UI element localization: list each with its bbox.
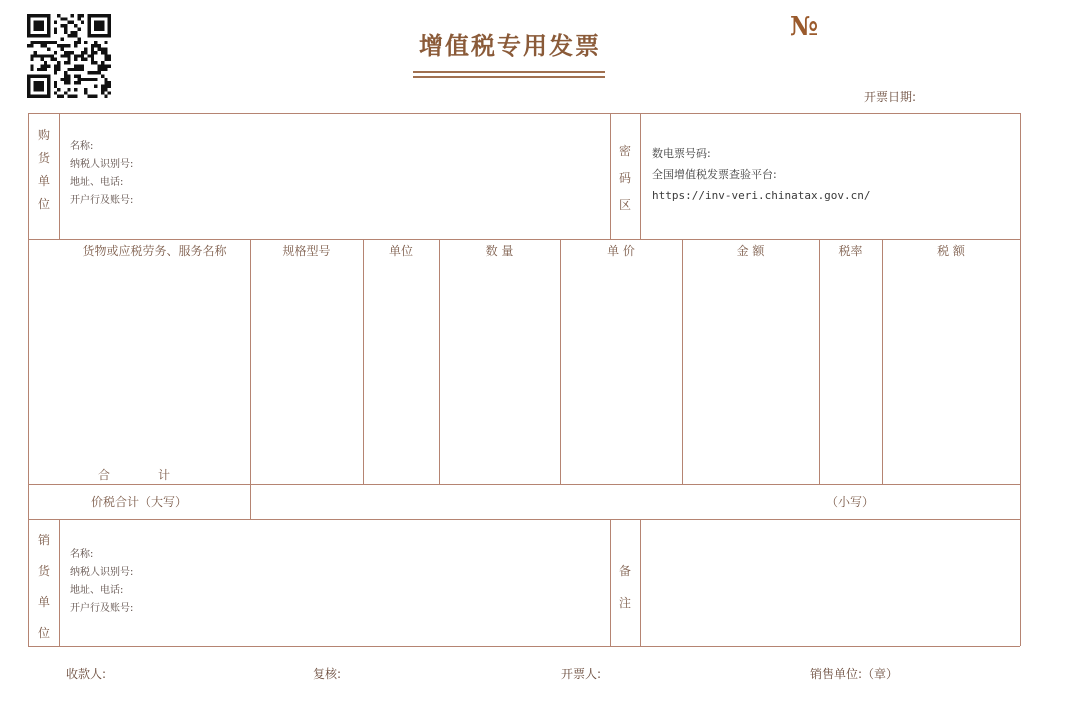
column-header-amount: 金 额 [736, 244, 765, 258]
table-divider [250, 484, 251, 519]
reviewer-label: 复核: [313, 667, 342, 681]
table-divider [819, 239, 820, 484]
table-divider [882, 239, 883, 484]
column-header-quantity: 数 量 [485, 244, 514, 258]
verification-url[interactable]: https://inv-veri.chinatax.gov.cn/ [652, 189, 871, 202]
buyer-address-label: 地址、电话: [70, 177, 124, 188]
total-in-figures-label: （小写） [826, 495, 875, 509]
column-header-spec: 规格型号 [282, 244, 331, 258]
seller-name-label: 名称: [70, 549, 94, 560]
seller-stamp-label: 销售单位:（章） [810, 667, 899, 681]
invoice-title: 增值税专用发票 [419, 31, 601, 60]
total-in-words-label: 价税合计（大写） [90, 495, 187, 509]
verification-platform-label: 全国增值税发票查验平台: [652, 168, 777, 181]
table-divider [250, 239, 251, 484]
buyer-bank-label: 开户行及账号: [70, 195, 134, 206]
column-header-tax-rate: 税率 [838, 244, 863, 258]
table-divider [439, 239, 440, 484]
password-area-label: 密 码 区 [618, 144, 631, 212]
table-divider [59, 113, 60, 239]
column-header-tax-amount: 税 额 [937, 244, 965, 258]
title-underline [413, 71, 605, 73]
remarks-label: 备 注 [618, 564, 631, 610]
table-border-left [28, 113, 29, 646]
table-divider [640, 519, 641, 646]
payee-label: 收款人: [66, 667, 107, 681]
title-underline [413, 76, 605, 78]
buyer-info [70, 138, 133, 210]
table-divider [59, 519, 60, 646]
seller-taxid-label: 纳税人识别号: [70, 567, 134, 578]
column-header-unit: 单位 [388, 244, 413, 258]
subtotal-label: 合 计 [98, 468, 171, 482]
table-divider [682, 239, 683, 484]
table-divider [363, 239, 364, 484]
column-header-unit-price: 单 价 [607, 244, 635, 258]
table-border-top [28, 113, 1020, 114]
table-divider [28, 484, 1020, 485]
seller-info [70, 546, 133, 618]
seller-address-label: 地址、电话: [70, 585, 124, 596]
table-divider [28, 519, 1020, 520]
password-area-content [652, 143, 871, 206]
qr-code [27, 14, 111, 98]
drawer-label: 开票人: [561, 667, 602, 681]
column-header-item-name: 货物或应税劳务、服务名称 [82, 244, 227, 258]
seller-side-label: 销 货 单 位 [37, 533, 50, 640]
table-divider [640, 113, 641, 239]
e-invoice-number-label: 数电票号码: [652, 147, 711, 160]
issue-date-label: 开票日期: [864, 90, 917, 104]
table-divider [28, 239, 1020, 240]
seller-bank-label: 开户行及账号: [70, 603, 134, 614]
table-divider [560, 239, 561, 484]
buyer-name-label: 名称: [70, 141, 94, 152]
table-border-bottom [28, 646, 1020, 647]
buyer-taxid-label: 纳税人识别号: [70, 159, 134, 170]
invoice-number-mark: № [790, 12, 819, 42]
table-border-right [1020, 113, 1021, 646]
buyer-side-label: 购 货 单 位 [37, 128, 50, 211]
